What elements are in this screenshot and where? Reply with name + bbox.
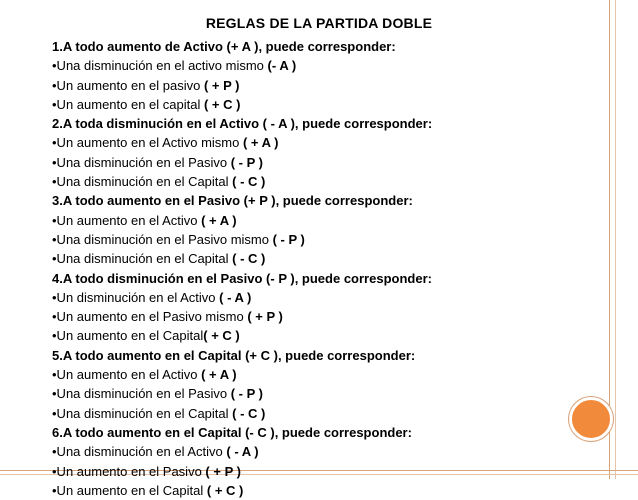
rule-item — [52, 326, 572, 345]
rule-item-text: •Una disminución en el Pasivo mismo — [52, 231, 273, 247]
rule-item — [52, 384, 572, 403]
rule-item — [52, 481, 572, 500]
rule-item-text: •Un aumento en el Activo — [52, 367, 202, 383]
rule-item — [52, 462, 572, 481]
rule-item-text: •Un aumento en el Capital — [52, 328, 204, 344]
rule-item-sign: ( + A ) — [201, 212, 237, 228]
rule-item-text: •Una disminución en el Pasivo — [52, 386, 231, 402]
rule-item — [52, 133, 572, 152]
rule-item — [52, 95, 572, 114]
rule-item-text: •Una disminución en el Activo — [52, 444, 227, 460]
rule-item-sign: ( + C ) — [203, 328, 240, 344]
rule-item-sign: ( - C ) — [232, 405, 266, 421]
rule-heading-text: 4.A todo disminución en el Pasivo (- P ), puede corresponder: — [52, 270, 432, 286]
rule-item — [52, 249, 572, 268]
rule-item-sign: ( + C ) — [203, 96, 241, 112]
rule-heading — [52, 346, 572, 365]
rule-item-sign: ( + P ) — [247, 309, 283, 325]
rule-heading — [52, 37, 572, 56]
rule-item-sign: ( + A ) — [242, 135, 279, 151]
rule-item — [52, 288, 572, 307]
rule-item — [52, 56, 572, 75]
rule-item-text: •Un aumento en el capital — [52, 96, 204, 112]
rule-item-text: •Una disminución en el activo mismo — [52, 58, 268, 74]
rule-item-sign: (- A ) — [267, 58, 297, 74]
rule-item — [52, 365, 572, 384]
rule-item-sign: ( - P ) — [230, 154, 263, 170]
rule-item-text: •Un aumento en el Pasivo — [52, 463, 206, 479]
rule-item-text: •Un aumento en el Pasivo mismo — [52, 309, 248, 325]
rule-item-sign: ( - A ) — [226, 444, 259, 460]
rule-item-text: •Una disminución en el Capital — [52, 405, 233, 421]
rule-item — [52, 76, 572, 95]
rule-heading-text: 3.A todo aumento en el Pasivo (+ P ), puede corresponder: — [52, 193, 413, 209]
rule-item-text: •Un aumento en el Activo — [52, 212, 202, 228]
rule-item-text: •Un aumento en el pasivo — [52, 77, 204, 93]
rule-item — [52, 230, 572, 249]
rule-item — [52, 153, 572, 172]
rule-item-text: •Una disminución en el Capital — [52, 251, 233, 267]
rule-heading — [52, 114, 572, 133]
rule-heading-text: 2.A toda disminución en el Activo ( - A ), puede corresponder: — [52, 116, 433, 132]
rule-heading-text: 1.A todo aumento de Activo (+ A ), puede corresponder: — [52, 39, 396, 54]
rule-item-sign: ( + P ) — [203, 77, 240, 93]
slide-frame-right-line-outer — [615, 0, 616, 479]
rule-item-text: •Un disminución en el Activo — [52, 289, 220, 305]
rule-item — [52, 442, 572, 461]
rule-heading — [52, 269, 572, 288]
rule-heading-text: 5.A todo aumento en el Capital (+ C ), puede corresponder: — [52, 347, 416, 363]
rule-item-sign: ( - C ) — [232, 174, 266, 190]
rule-item — [52, 172, 572, 191]
rule-heading — [52, 191, 572, 210]
rule-item-sign: ( - A ) — [219, 289, 252, 305]
rule-item-sign: ( + P ) — [205, 463, 241, 479]
rule-item-text: •Una disminución en el Capital — [52, 174, 233, 190]
rule-item-sign: ( - P ) — [230, 386, 263, 402]
rule-item-text: •Un aumento en el Activo mismo — [52, 135, 243, 151]
rule-item-sign: ( - C ) — [232, 251, 266, 267]
rule-item — [52, 404, 572, 423]
orange-circle-decoration — [569, 397, 613, 441]
slide-title: REGLAS DE LA PARTIDA DOBLE — [205, 15, 433, 31]
rule-item — [52, 307, 572, 326]
rule-item — [52, 211, 572, 230]
rule-heading — [52, 423, 572, 442]
rules-list — [52, 37, 572, 500]
rule-item-sign: ( - P ) — [272, 231, 305, 247]
rule-item-sign: ( + A ) — [201, 367, 237, 383]
rule-item-text: •Una disminución en el Pasivo — [52, 154, 231, 170]
rule-item-text: •Un aumento en el Capital — [52, 482, 207, 498]
rule-heading-text: 6.A todo aumento en el Capital (- C ), puede corresponder: — [52, 424, 412, 440]
rule-item-sign: ( + C ) — [206, 482, 244, 498]
